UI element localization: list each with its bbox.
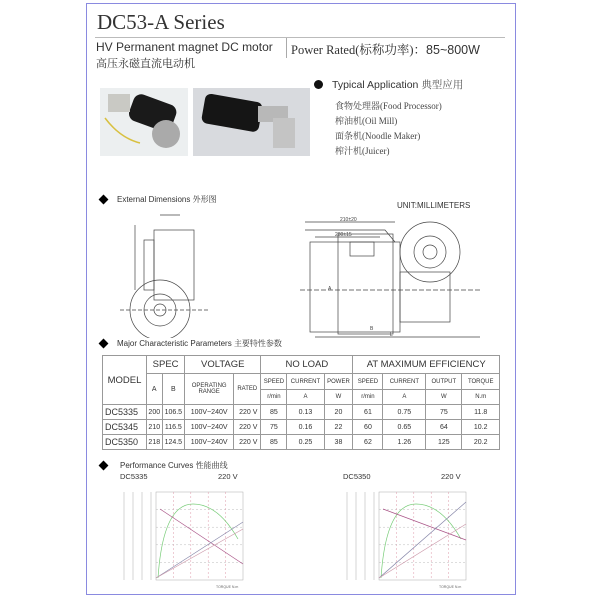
table-cell: 100V~240V xyxy=(185,405,234,420)
power-label: Power Rated(标称功率)： xyxy=(291,43,427,57)
table-cell: 106.5 xyxy=(162,405,185,420)
table-cell: 22 xyxy=(324,420,353,435)
unit: N.m xyxy=(462,390,500,405)
unit: r/min xyxy=(353,390,383,405)
unit: r/min xyxy=(261,390,287,405)
table-cell: 11.8 xyxy=(462,405,500,420)
divider xyxy=(95,37,505,38)
table-cell: 100V~240V xyxy=(185,420,234,435)
table-cell: 210 xyxy=(147,420,163,435)
power-value: 85~800W xyxy=(426,43,480,57)
table-cell: 125 xyxy=(426,435,462,450)
model-cell: DC5345 xyxy=(103,420,147,435)
table-cell: 116.5 xyxy=(162,420,185,435)
table-cell: 62 xyxy=(353,435,383,450)
output-curve xyxy=(156,529,243,578)
model-cell: DC5335 xyxy=(103,405,147,420)
table-cell: 10.2 xyxy=(462,420,500,435)
dim-label: L xyxy=(390,332,393,338)
output-curve xyxy=(379,524,466,578)
table-cell: 200 xyxy=(147,405,163,420)
col-current: CURRENT xyxy=(287,374,324,390)
dim-label: 210±20 xyxy=(340,217,357,223)
unit: W xyxy=(426,390,462,405)
col-speed: SPEED xyxy=(353,374,383,390)
parameters-heading: Major Characteristic Parameters 主要特性参数 xyxy=(117,339,282,348)
col-operating: OPERATING RANGE xyxy=(185,374,234,405)
table-cell: 0.16 xyxy=(287,420,324,435)
col-torque: TORQUE xyxy=(462,374,500,390)
table-cell: 20 xyxy=(324,405,353,420)
col-a: A xyxy=(147,374,163,405)
application-item: 榨汁机(Juicer) xyxy=(335,146,390,156)
table-cell: 0.13 xyxy=(287,405,324,420)
side-view-drawing xyxy=(120,210,220,338)
col-spec: SPEC xyxy=(147,356,185,374)
power-rated xyxy=(291,40,480,58)
performance-chart-dc5335 xyxy=(118,484,248,590)
col-power: POWER xyxy=(324,374,353,390)
table-cell: 61 xyxy=(353,405,383,420)
table-cell: 85 xyxy=(261,435,287,450)
col-current: CURRENT xyxy=(383,374,426,390)
application-item: 面条机(Noodle Maker) xyxy=(335,131,421,141)
chart-model: DC5350 xyxy=(343,472,371,481)
table-cell: 0.25 xyxy=(287,435,324,450)
dim-label: B xyxy=(370,326,374,332)
table-cell: 220 V xyxy=(234,420,261,435)
chart-model: DC5335 xyxy=(120,472,148,481)
parameters-table xyxy=(102,355,500,450)
page-title: DC53-A Series xyxy=(97,10,225,34)
speed-curve xyxy=(383,509,466,540)
x-axis-label: TORQUE N.m xyxy=(216,585,239,589)
subtitle-cn: 高压永磁直流电动机 xyxy=(96,58,195,70)
col-rated: RATED xyxy=(234,374,261,405)
dim-label: 280±15 xyxy=(335,232,352,238)
x-axis-label: TORQUE N.m xyxy=(439,585,462,589)
curves-heading: Performance Curves 性能曲线 xyxy=(120,461,228,470)
unit-label: UNIT:MILLIMETERS xyxy=(397,201,471,210)
table-cell: 0.65 xyxy=(383,420,426,435)
table-row xyxy=(103,435,500,450)
table-cell: 124.5 xyxy=(162,435,185,450)
table-row xyxy=(103,405,500,420)
table-row xyxy=(103,420,500,435)
chart-voltage: 220 V xyxy=(441,472,461,481)
divider xyxy=(286,38,287,58)
application-heading: Typical Application 典型应用 xyxy=(332,79,464,91)
table-cell: 75 xyxy=(261,420,287,435)
table-cell: 38 xyxy=(324,435,353,450)
front-view-drawing xyxy=(300,212,500,340)
unit: A xyxy=(383,390,426,405)
motor-photo-2 xyxy=(193,88,310,156)
subtitle-en: HV Permanent magnet DC motor xyxy=(96,40,273,54)
model-cell: DC5350 xyxy=(103,435,147,450)
application-item: 食物处理器(Food Processor) xyxy=(335,101,442,111)
current-curve xyxy=(156,522,243,578)
col-model: MODEL xyxy=(103,356,147,405)
current-curve xyxy=(379,502,466,578)
table-cell: 64 xyxy=(426,420,462,435)
col-b: B xyxy=(162,374,185,405)
col-no-load: NO LOAD xyxy=(261,356,353,374)
table-cell: 0.75 xyxy=(383,405,426,420)
col-voltage: VOLTAGE xyxy=(185,356,261,374)
col-max-eff: AT MAXIMUM EFFICIENCY xyxy=(353,356,500,374)
table-cell: 20.2 xyxy=(462,435,500,450)
speed-curve xyxy=(160,509,243,564)
dim-label: A xyxy=(328,286,332,292)
col-output: OUTPUT xyxy=(426,374,462,390)
table-cell: 60 xyxy=(353,420,383,435)
table-cell: 85 xyxy=(261,405,287,420)
bullet-icon xyxy=(314,80,323,89)
table-cell: 1.26 xyxy=(383,435,426,450)
table-cell: 220 V xyxy=(234,405,261,420)
performance-chart-dc5350 xyxy=(341,484,471,590)
unit: A xyxy=(287,390,324,405)
application-item: 榨油机(Oil Mill) xyxy=(335,116,398,126)
table-cell: 75 xyxy=(426,405,462,420)
table-cell: 220 V xyxy=(234,435,261,450)
dimensions-heading: External Dimensions 外形图 xyxy=(117,195,217,204)
table-cell: 218 xyxy=(147,435,163,450)
chart-voltage: 220 V xyxy=(218,472,238,481)
table-cell: 100V~240V xyxy=(185,435,234,450)
efficiency-curve xyxy=(158,504,238,578)
col-speed: SPEED xyxy=(261,374,287,390)
unit: W xyxy=(324,390,353,405)
motor-photo-1 xyxy=(100,88,188,156)
